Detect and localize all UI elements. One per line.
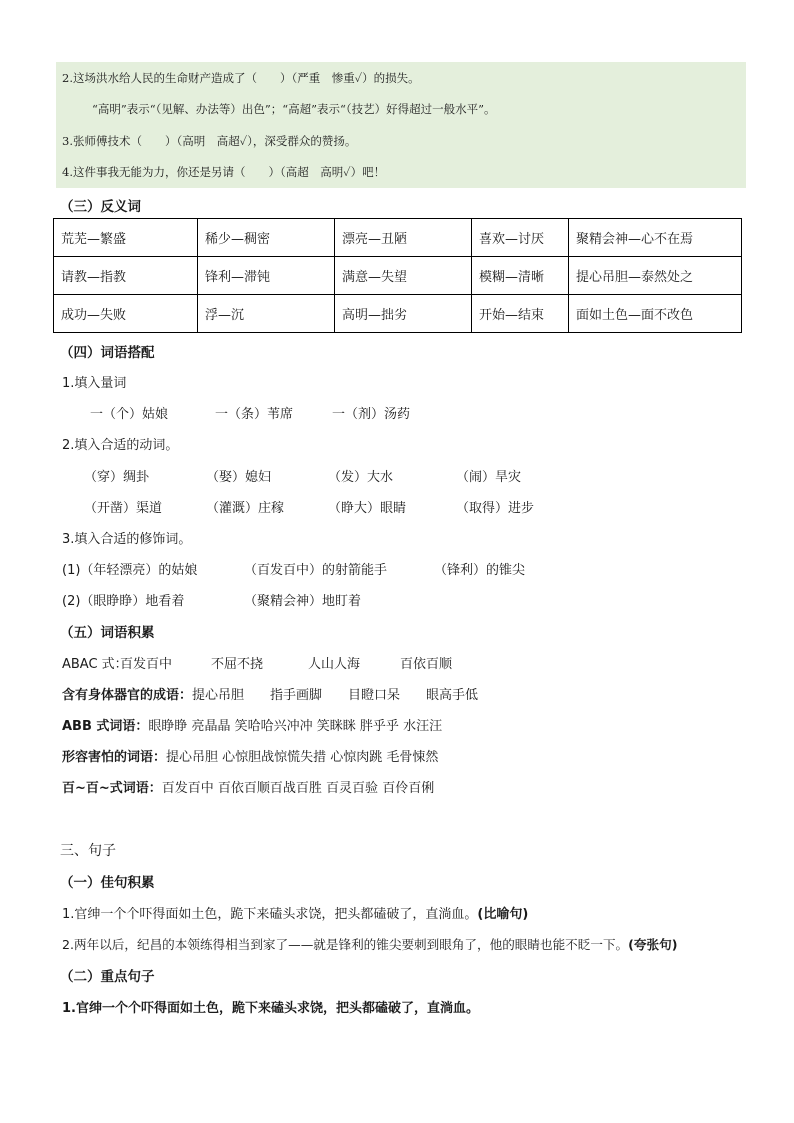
green-line-4: 4.这件事我无能为力，你还是另请（ ）（高超 高明✓）吧！ bbox=[62, 165, 386, 179]
good-sentence-2-tag: (夸张句) bbox=[628, 937, 678, 952]
body-idioms-items: 提心吊胆 指手画脚 目瞪口呆 眼高手低 bbox=[192, 688, 479, 703]
fear-items: 提心吊胆 心惊胆战惊慌失措 心惊肉跳 毛骨悚然 bbox=[166, 750, 439, 765]
table-row bbox=[54, 295, 742, 333]
good-sentence-2-text: 2.两年以后，纪昌的本领练得相当到家了——就是锋利的锥尖要刺到眼角了，他的眼睛也能不眨一下。 bbox=[62, 937, 629, 952]
modifier-item: (2)（眼睁睁）地看着 bbox=[62, 594, 185, 609]
green-line-1: 2.这场洪水给人民的生命财产造成了（ ）（严重 惨重✓）的损失。 bbox=[62, 71, 420, 85]
abac-line bbox=[62, 653, 128, 672]
accumulation-heading: （五）词语积累 bbox=[60, 625, 155, 641]
key-sentences-heading: （二）重点句子 bbox=[60, 969, 155, 985]
fear-label: 形容害怕的词语： bbox=[62, 750, 167, 765]
abb-line bbox=[62, 715, 442, 734]
table-cell: 荒芜—繁盛 bbox=[54, 219, 198, 257]
modifier-item: （聚精会神）地盯着 bbox=[244, 594, 362, 609]
table-cell: 漂亮—丑陋 bbox=[335, 219, 472, 257]
table-row bbox=[54, 219, 742, 257]
table-cell: 模糊—清晰 bbox=[472, 257, 569, 295]
table-cell: 聚精会神—心不在焉 bbox=[569, 219, 742, 257]
table-cell: 稀少—稠密 bbox=[198, 219, 335, 257]
key-sentence-1: 1.官绅一个个吓得面如土色，跪下来磕头求饶，把头都磕破了，直淌血。 bbox=[62, 1001, 479, 1016]
verb-item: （穿）绸卦 bbox=[84, 470, 150, 485]
bai-label: 百~百~式词语： bbox=[62, 781, 162, 796]
fear-line bbox=[62, 746, 438, 765]
bai-line bbox=[62, 777, 434, 796]
body-idioms-label: 含有身体器官的成语： bbox=[62, 688, 193, 703]
collocation-sub3: 3.填入合适的修饰词。 bbox=[62, 532, 192, 547]
collocation-sub1: 1.填入量词 bbox=[62, 376, 127, 391]
table-cell: 锋利—滞钝 bbox=[198, 257, 335, 295]
measure-item: 一（剂）汤药 bbox=[332, 407, 411, 422]
abac-item: 百依百顺 bbox=[400, 657, 453, 672]
modifier-item: （锋利）的锥尖 bbox=[434, 563, 526, 578]
abac-item: 人山人海 bbox=[308, 657, 361, 672]
sentences-heading: 三、句子 bbox=[60, 843, 116, 859]
table-cell: 成功—失败 bbox=[54, 295, 198, 333]
antonym-table bbox=[53, 218, 742, 333]
verb-item: （闹）旱灾 bbox=[456, 470, 522, 485]
verb-item: （取得）进步 bbox=[456, 501, 535, 516]
table-cell: 喜欢—讨厌 bbox=[472, 219, 569, 257]
table-cell: 提心吊胆—泰然处之 bbox=[569, 257, 742, 295]
good-sentences-heading: （一）佳句积累 bbox=[60, 875, 155, 891]
verb-item: （娶）媳妇 bbox=[206, 470, 272, 485]
good-sentence-1 bbox=[62, 903, 528, 922]
verb-item: （发）大水 bbox=[328, 470, 394, 485]
collocation-heading: （四）词语搭配 bbox=[60, 345, 155, 361]
verb-item: （灌溉）庄稼 bbox=[206, 501, 285, 516]
measure-item: 一（个）姑娘 bbox=[90, 407, 169, 422]
table-cell: 高明—拙劣 bbox=[335, 295, 472, 333]
abac-item: 不屈不挠 bbox=[211, 657, 264, 672]
bai-items: 百发百中 百依百顺百战百胜 百灵百验 百伶百俐 bbox=[161, 781, 435, 796]
abb-label: ABB 式词语： bbox=[62, 719, 149, 734]
good-sentence-1-tag: (比喻句) bbox=[477, 907, 529, 922]
table-cell: 请教—指教 bbox=[54, 257, 198, 295]
table-row bbox=[54, 257, 742, 295]
measure-item: 一（条）苇席 bbox=[215, 407, 294, 422]
green-line-3: 3.张师傅技术（ ）（高明 高超✓），深受群众的赞扬。 bbox=[62, 134, 357, 148]
abac-item: 百发百中 bbox=[120, 657, 173, 672]
collocation-sub2: 2.填入合适的动词。 bbox=[62, 438, 179, 453]
table-cell: 满意—失望 bbox=[335, 257, 472, 295]
table-cell: 面如土色—面不改色 bbox=[569, 295, 742, 333]
modifier-item: (1)（年轻漂亮）的姑娘 bbox=[62, 563, 198, 578]
body-idioms-line bbox=[62, 684, 478, 703]
abb-items: 眼睁睁 亮晶晶 笑哈哈兴冲冲 笑眯眯 胖乎乎 水汪汪 bbox=[148, 719, 443, 734]
green-line-2: “高明”表示“（见解、办法等）出色”；“高超”表示“（技艺）好得超过一般水平”。 bbox=[92, 102, 496, 116]
antonyms-heading: （三）反义词 bbox=[60, 199, 141, 215]
abac-label: ABAC 式： bbox=[62, 657, 128, 672]
verb-item: （开凿）渠道 bbox=[84, 501, 163, 516]
table-cell: 浮—沉 bbox=[198, 295, 335, 333]
verb-item: （睁大）眼睛 bbox=[328, 501, 407, 516]
table-cell: 开始—结束 bbox=[472, 295, 569, 333]
good-sentence-1-text: 1.官绅一个个吓得面如土色，跪下来磕头求饶，把头都磕破了，直淌血。 bbox=[62, 907, 478, 922]
good-sentence-2 bbox=[62, 934, 677, 953]
modifier-item: （百发百中）的射箭能手 bbox=[244, 563, 388, 578]
